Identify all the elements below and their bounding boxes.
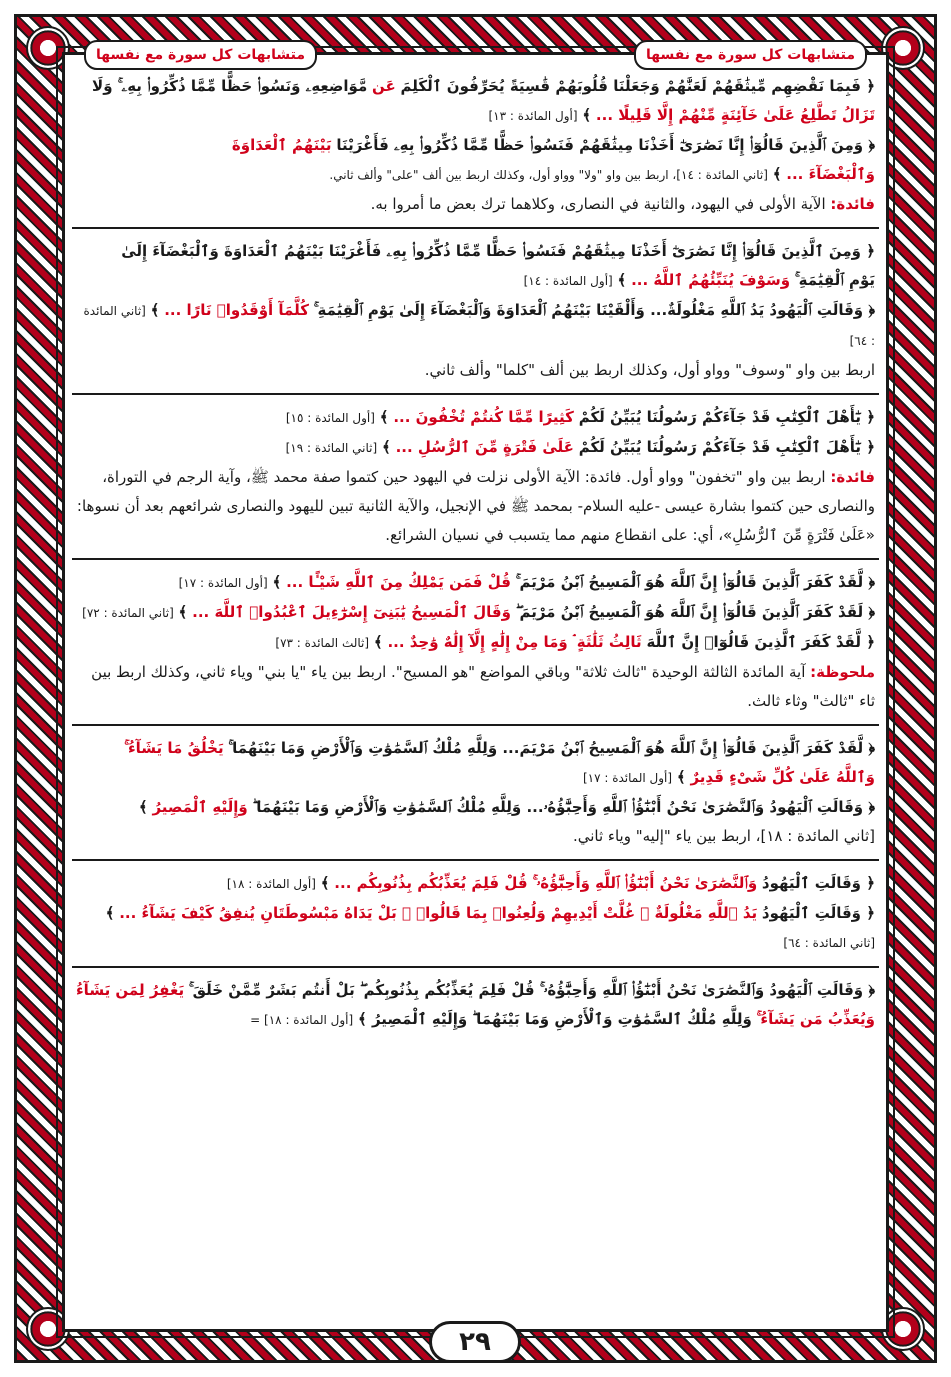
section bbox=[72, 395, 879, 560]
verse-text: ﴿ وَقَالَتِ ٱلْيَهُودُ يَدُ ٱللَّهِ مَغْلُولَةٌ... وَأَلْقَيْنَا بَيْنَهُمُ ٱلْعَدَاوَةَ وَٱلْبَغْضَآءَ إِلَىٰ يَوْمِ ٱلْقِيَٰمَةِ ۚ bbox=[313, 301, 875, 319]
highlighted-text: وَيُعَذِّبُ مَن يَشَآءُ ۚ bbox=[756, 1010, 875, 1028]
highlighted-text: وَقَالَ ٱلْمَسِيحُ يَٰبَنِىٓ إِسْرَٰٓءِيلَ ٱعْبُدُوا۟ ٱللَّهَ ... bbox=[192, 603, 511, 621]
highlighted-text: وَسَوْفَ يُنَبِّئُهُمُ ٱللَّهُ ... bbox=[631, 271, 791, 289]
note-label: ملحوظة: bbox=[810, 663, 875, 681]
verse-text: ﴾ bbox=[381, 438, 391, 456]
highlighted-text: وَٱلْبَغْضَآءَ ... bbox=[786, 165, 875, 183]
verse-text: ﴿ لَّقَدْ كَفَرَ ٱلَّذِينَ قَالُوٓا۟ إِنَّ ٱللَّهَ هُوَ ٱلْمَسِيحُ ٱبْنُ مَرْيَمَ... وَلِلَّهِ مُلْكُ ٱلسَّمَٰوَٰتِ وَٱلْأَرْضِ وَمَا بَيْنَهُمَا ۚ bbox=[228, 739, 875, 757]
highlighted-text: وَٱلنَّصَٰرَىٰ نَحْنُ أَبْنَٰٓؤُا۟ ٱللَّهِ وَأَحِبَّٰٓؤُهُۥ ۚ قُلْ فَلِمَ يُعَذِّبُكُم بِذُنُوبِكُم ... bbox=[334, 874, 758, 892]
verse-text: ﴾ bbox=[617, 271, 627, 289]
verse-text: ﴿ فَبِمَا نَقْضِهِم مِّيثَٰقَهُمْ لَعَنَّٰهُمْ وَجَعَلْنَا قُلُوبَهُمْ قَٰسِيَةً يُحَرِّفُونَ ٱلْكَلِمَ bbox=[400, 77, 875, 95]
verse-reference: [أول المائدة : ١٣] bbox=[488, 109, 578, 123]
highlighted-text: يَدُ ٱللَّهِ مَغْلُولَةٌ ۚ غُلَّتْ أَيْدِيهِمْ وَلُعِنُوا۟ بِمَا قَالُوا۟ ۘ بَلْ يَدَاهُ مَبْسُوطَتَانِ يُنفِقُ كَيْفَ يَشَآءُ ... bbox=[119, 904, 758, 922]
verse-text: ﴾ bbox=[105, 904, 115, 922]
verse-line bbox=[76, 160, 875, 190]
verse-line bbox=[76, 869, 875, 899]
highlighted-text: كُلَّمَآ أَوْقَدُوا۟ نَارًا ... bbox=[164, 301, 309, 319]
verse-line bbox=[76, 237, 875, 266]
verse-text: ﴾ bbox=[150, 301, 160, 319]
verse-line bbox=[76, 433, 875, 463]
verse-text: ﴾ bbox=[320, 874, 330, 892]
verse-line bbox=[76, 101, 875, 131]
verse-text: وَلِلَّهِ مُلْكُ ٱلسَّمَٰوَٰتِ وَٱلْأَرْضِ وَمَا بَيْنَهُمَا ۖ وَإِلَيْهِ ٱلْمَصِيرُ ﴾ bbox=[357, 1010, 752, 1028]
note-text: الآية الأولى في اليهود، والثانية في النصارى، وكلاهما ترك بعض ما أمروا به. bbox=[370, 195, 826, 213]
verse-line bbox=[76, 628, 875, 658]
highlighted-text: وَٱللَّهُ عَلَىٰ كُلِّ شَىْءٍ قَدِيرٌ bbox=[690, 768, 875, 786]
note-text: آية المائدة الثالثة الوحيدة "ثالث ثلاثة" وباقي المواضع "هو المسيح". اربط بين ياء "يا بني" وياء ثاني، وكذلك اربط بين ثاء "ثالث" وثاء ثالث. bbox=[91, 663, 875, 710]
verse-text: ﴿ وَقَالَتِ ٱلْيَهُودُ bbox=[761, 874, 875, 892]
note-line bbox=[76, 463, 875, 550]
verse-text: ﴾ bbox=[373, 633, 383, 651]
verse-line bbox=[76, 568, 875, 598]
verse-line bbox=[76, 793, 875, 822]
highlighted-text: كَثِيرًا مِّمَّا كُنتُمْ تُخْفُونَ ... bbox=[393, 408, 574, 426]
verse-line bbox=[76, 976, 875, 1005]
verse-text: ﴿ يَٰٓأَهْلَ ٱلْكِتَٰبِ قَدْ جَآءَكُمْ رَسُولُنَا يُبَيِّنُ لَكُمْ bbox=[578, 408, 875, 426]
note-line bbox=[76, 356, 875, 385]
verse-reference: [أول المائدة : ١٧] bbox=[582, 771, 673, 785]
verse-text: ﴿ وَقَالَتِ ٱلْيَهُودُ bbox=[761, 904, 875, 922]
note-label: فائدة: bbox=[830, 468, 875, 486]
verse-line bbox=[76, 734, 875, 763]
verse-line bbox=[76, 899, 875, 958]
verse-reference: [ثاني المائدة : ١٩] bbox=[285, 441, 378, 455]
note-line bbox=[76, 822, 875, 851]
verse-reference: [ثاني المائدة : ١٤]، اربط بين واو "ولا" وواو أول، وكذلك اربط بين ألف "على" وألف ثاني. bbox=[329, 168, 768, 182]
verse-reference: [أول المائدة : ١٨] = bbox=[250, 1013, 354, 1027]
highlighted-text: وَإِلَيْهِ ٱلْمَصِيرُ bbox=[152, 798, 248, 816]
verse-line bbox=[76, 1005, 875, 1035]
header-label-right: متشابهات كل سورة مع نفسها bbox=[634, 40, 867, 70]
highlighted-text: ثَالِثُ ثَلَٰثَةٍ ۘ وَمَا مِنْ إِلَٰهٍ إِلَّآ إِلَٰهٌ وَٰحِدٌ ... bbox=[387, 633, 642, 651]
verse-text: مَّوَاضِعِهِۦ وَنَسُوا۟ حَظًّا مِّمَّا ذُكِّرُوا۟ بِهِۦ ۚ وَلَا bbox=[92, 77, 368, 95]
section bbox=[72, 64, 879, 229]
verse-reference: [ثاني المائدة : ٦٤] bbox=[783, 936, 875, 950]
verse-text: ﴾ bbox=[272, 573, 282, 591]
verse-line bbox=[76, 403, 875, 433]
verse-text: ﴾ bbox=[582, 106, 592, 124]
verse-text: ﴾ bbox=[676, 768, 686, 786]
section bbox=[72, 861, 879, 968]
verse-text: ﴿ وَقَالَتِ ٱلْيَهُودُ وَٱلنَّصَٰرَىٰ نَحْنُ أَبْنَٰٓؤُا۟ ٱللَّهِ وَأَحِبَّٰٓؤُهُۥ ۚ قُلْ فَلِمَ يُعَذِّبُكُم بِذُنُوبِكُم ۖ بَلْ أَنتُم بَشَرٌ مِّمَّنْ خَلَقَ ۚ bbox=[188, 981, 875, 999]
section bbox=[72, 726, 879, 861]
verse-line bbox=[76, 266, 875, 296]
verse-text: ﴿ لَقَدْ كَفَرَ ٱلَّذِينَ قَالُوٓا۟ إِنَّ ٱللَّهَ هُوَ ٱلْمَسِيحُ ٱبْنُ مَرْيَمَ ۖ bbox=[515, 603, 875, 621]
note-text: [ثاني المائدة : ١٨]، اربط بين ياء "إليه" وياء ثاني. bbox=[572, 827, 875, 845]
verse-line bbox=[76, 131, 875, 160]
note-text: اربط بين واو "تخفون" وواو أول. فائدة: الآية الأولى نزلت في اليهود حين كتموا صفة محمد ﷺ، وآية الرجم في التوراة، والنصارى حين كتموا بشارة عيسى -عليه السلام- بمحمد ﷺ في الإنجيل، والآية الثانية تبين لليهود والنصارى شرائعهم بعد أن نسوها: «عَلَىٰ فَتْرَةٍ مِّنَ ٱلرُّسُلِ»، أي: على انقطاع منهم مما يتسبب في نسيان الشرائع. bbox=[76, 468, 875, 544]
section bbox=[72, 229, 879, 395]
note-text: اربط بين واو "وسوف" وواو أول، وكذلك اربط بين ألف "كلما" وألف ثاني. bbox=[424, 361, 875, 379]
highlighted-text: يَغْفِرُ لِمَن يَشَآءُ bbox=[76, 981, 185, 999]
section bbox=[72, 968, 879, 1043]
page-number: ٢٩ bbox=[429, 1321, 521, 1363]
verse-reference: [ثاني المائدة : ٦٤] bbox=[83, 304, 875, 348]
highlighted-text: عَلَىٰ فَتْرَةٍ مِّنَ ٱلرُّسُلِ ... bbox=[395, 438, 574, 456]
verse-line bbox=[76, 72, 875, 101]
verse-text: ﴾ bbox=[178, 603, 188, 621]
note-label: فائدة: bbox=[830, 195, 875, 213]
verse-text: ﴿ لَّقَدْ كَفَرَ ٱلَّذِينَ قَالُوٓا۟ إِنَّ ٱللَّهَ bbox=[646, 633, 875, 651]
verse-text: ﴾ bbox=[379, 408, 389, 426]
verse-reference: [أول المائدة : ١٤] bbox=[523, 274, 613, 288]
verse-reference: [ثالث المائدة : ٧٣] bbox=[275, 636, 370, 650]
verse-text: يَوْمِ ٱلْقِيَٰمَةِ ۚ bbox=[794, 271, 875, 289]
verse-reference: [أول المائدة : ١٧] bbox=[178, 576, 268, 590]
highlighted-text: تَزَالُ تَطَّلِعُ عَلَىٰ خَآئِنَةٍ مِّنْهُمْ إِلَّا قَلِيلًا ... bbox=[595, 106, 875, 124]
highlighted-text: قُلْ فَمَن يَمْلِكُ مِنَ ٱللَّهِ شَيْـًٔا ... bbox=[286, 573, 511, 591]
note-line bbox=[76, 658, 875, 716]
highlighted-text: عَن bbox=[372, 77, 396, 95]
verse-reference: [ثاني المائدة : ٧٢] bbox=[82, 606, 174, 620]
verse-text: ﴿ وَمِنَ ٱلَّذِينَ قَالُوٓا۟ إِنَّا نَصَٰرَىٰٓ أَخَذْنَا مِيثَٰقَهُمْ فَنَسُوا۟ حَظًّا مِّمَّا ذُكِّرُوا۟ بِهِۦ فَأَغْرَيْنَا bbox=[336, 136, 875, 154]
verse-text: ﴿ يَٰٓأَهْلَ ٱلْكِتَٰبِ قَدْ جَآءَكُمْ رَسُولُنَا يُبَيِّنُ لَكُمْ bbox=[578, 438, 875, 456]
note-line bbox=[76, 190, 875, 219]
content-area bbox=[72, 64, 879, 1244]
verse-line bbox=[76, 598, 875, 628]
verse-text: ﴿ وَقَالَتِ ٱلْيَهُودُ وَٱلنَّصَٰرَىٰ نَحْنُ أَبْنَٰٓؤُا۟ ٱللَّهِ وَأَحِبَّٰٓؤُهُۥ... وَلِلَّهِ مُلْكُ ٱلسَّمَٰوَٰتِ وَٱلْأَرْضِ وَمَا بَيْنَهُمَا ۖ bbox=[252, 798, 875, 816]
section bbox=[72, 560, 879, 726]
highlighted-text: يَخْلُقُ مَا يَشَآءُ ۚ bbox=[124, 739, 224, 757]
verse-reference: [أول المائدة : ١٥] bbox=[285, 411, 375, 425]
header-label-left: متشابهات كل سورة مع نفسها bbox=[84, 40, 317, 70]
highlighted-text: بَيْنَهُمُ ٱلْعَدَاوَةَ bbox=[231, 136, 332, 154]
verse-text: ﴿ لَّقَدْ كَفَرَ ٱلَّذِينَ قَالُوٓا۟ إِنَّ ٱللَّهَ هُوَ ٱلْمَسِيحُ ٱبْنُ مَرْيَمَ ۚ bbox=[515, 573, 875, 591]
verse-text: ﴾ bbox=[138, 798, 148, 816]
verse-reference: [أول المائدة : ١٨] bbox=[226, 877, 316, 891]
verse-text: ﴾ bbox=[772, 165, 782, 183]
verse-line bbox=[76, 296, 875, 356]
verse-text: ﴿ وَمِنَ ٱلَّذِينَ قَالُوٓا۟ إِنَّا نَصَٰرَىٰٓ أَخَذْنَا مِيثَٰقَهُمْ فَنَسُوا۟ حَظًّا مِّمَّا ذُكِّرُوا۟ بِهِۦ فَأَغْرَيْنَا بَيْنَهُمُ ٱلْعَدَاوَةَ وَٱلْبَغْضَآءَ إِلَىٰ bbox=[121, 242, 875, 260]
verse-line bbox=[76, 763, 875, 793]
